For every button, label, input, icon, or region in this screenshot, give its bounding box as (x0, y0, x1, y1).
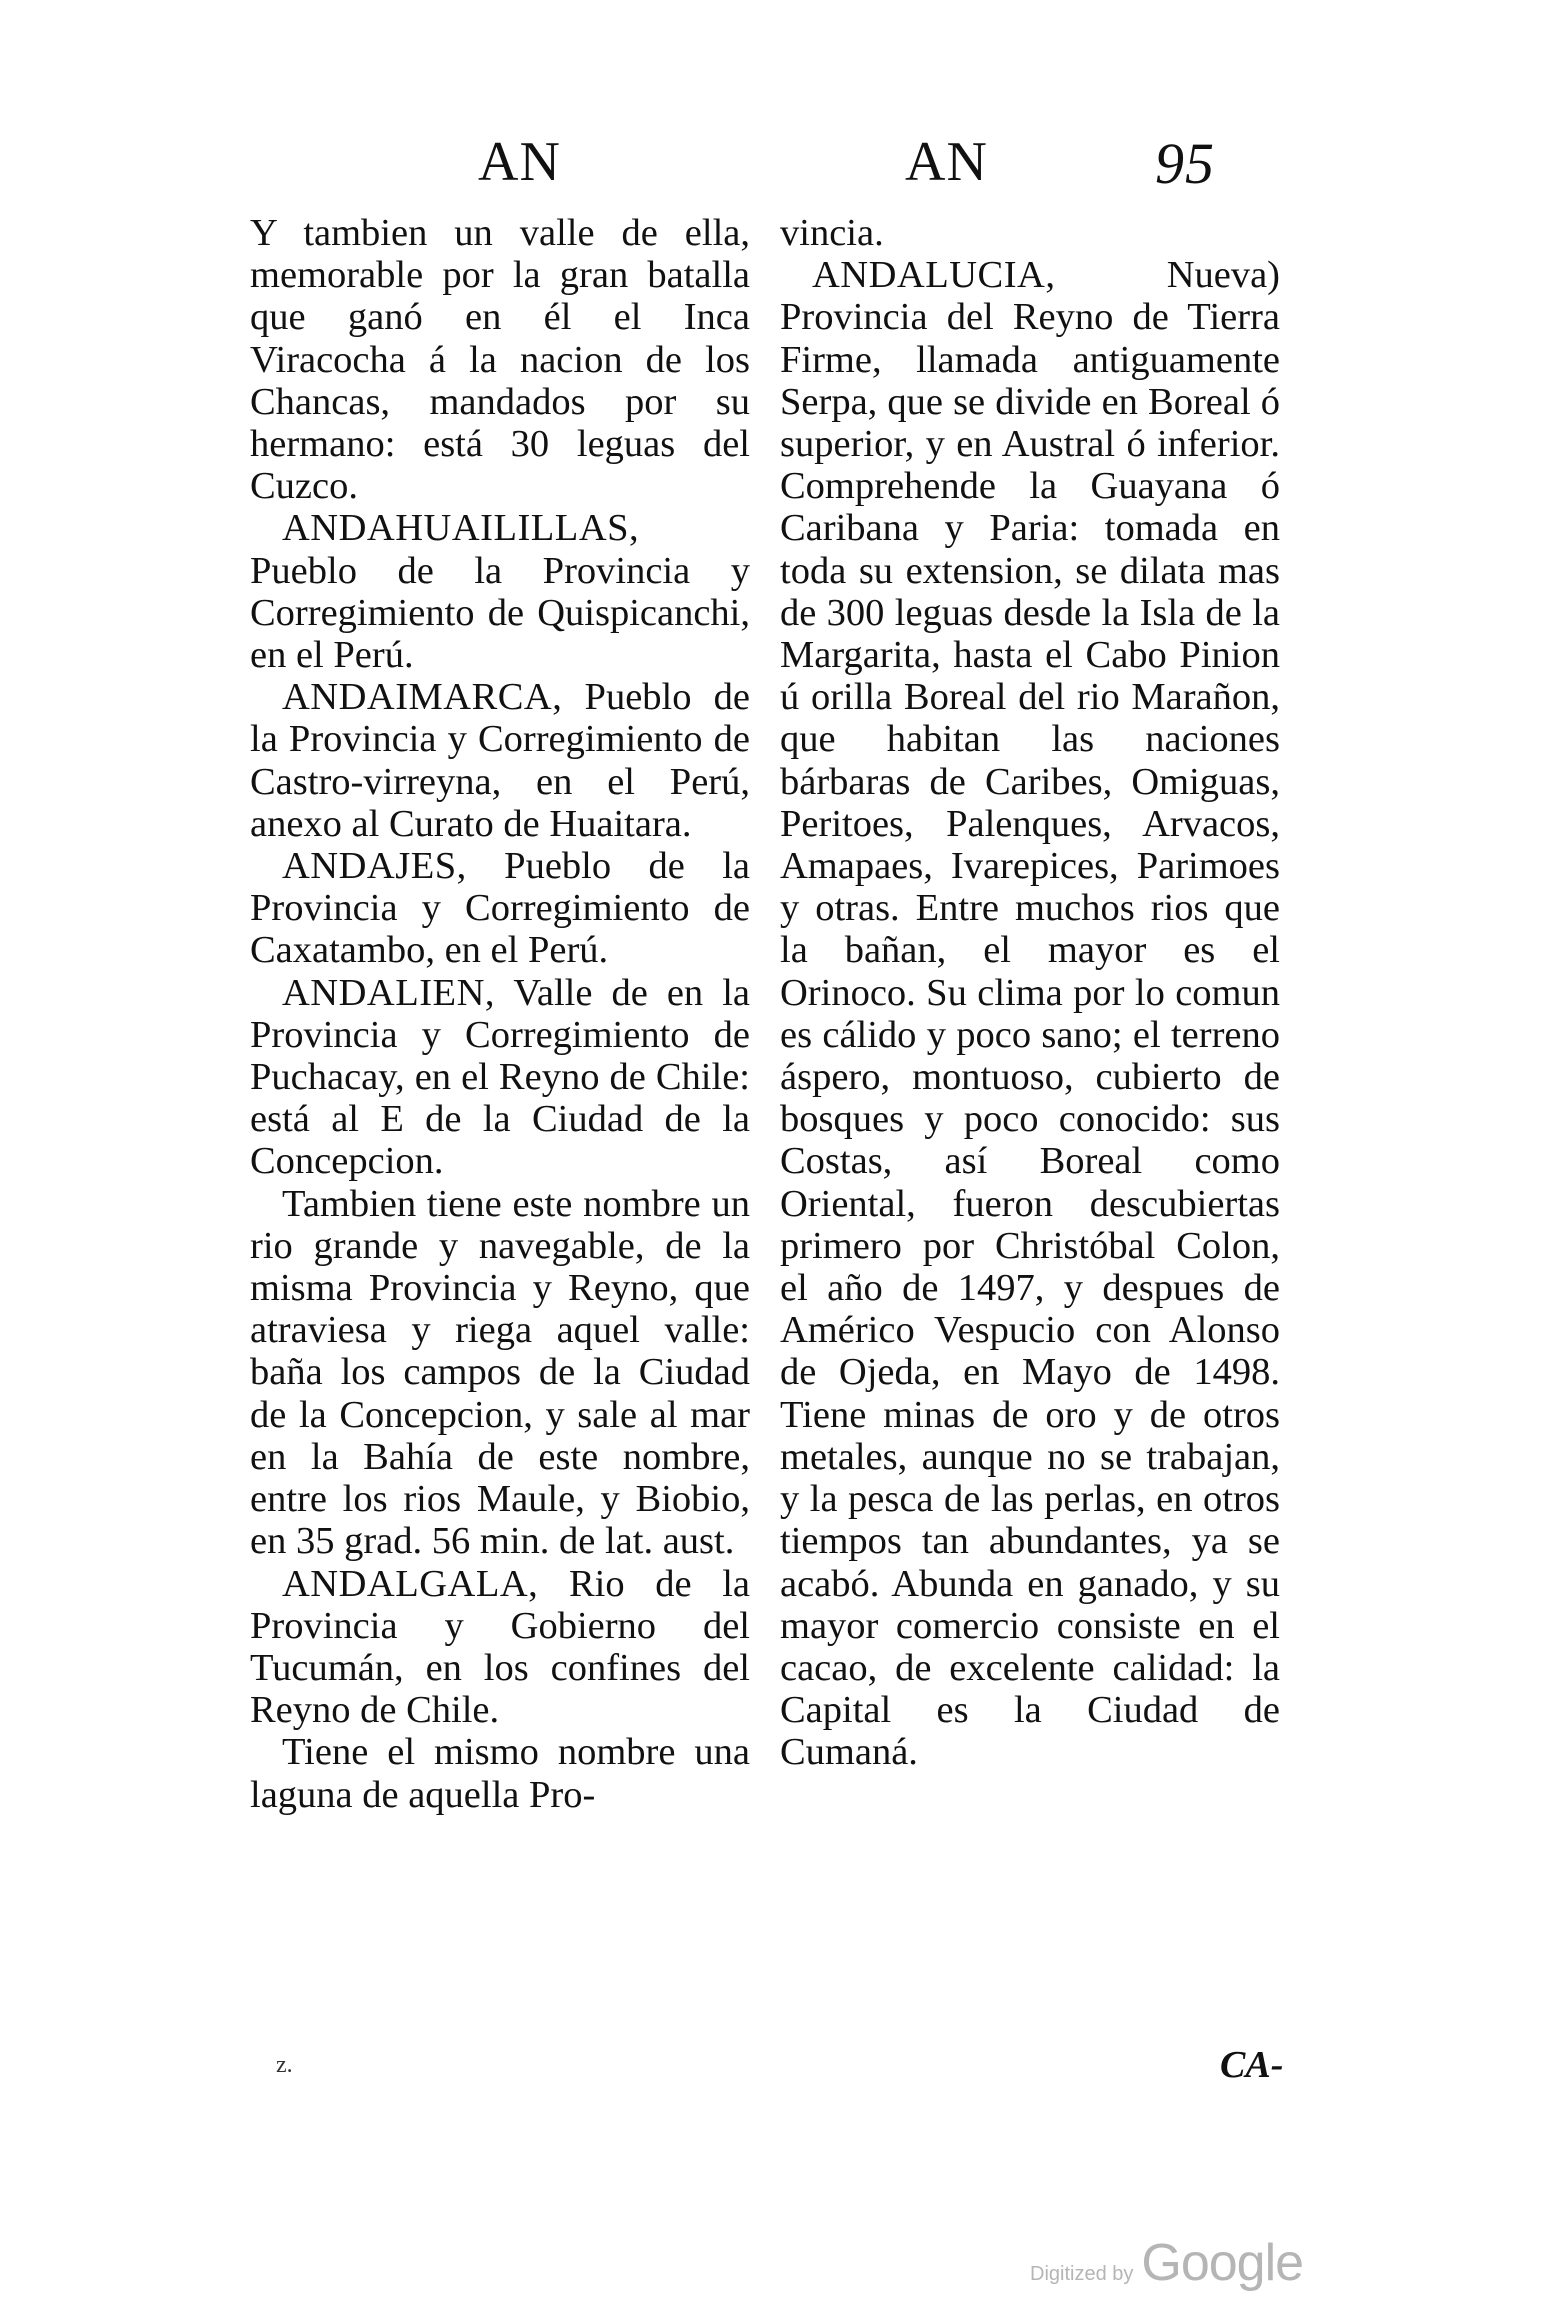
entry-text: Tambien tiene este nombre un rio grande y navegable, de la misma Provincia y Reyno, que atraviesa y riega aquel valle: baña los campos de la Ciudad de la Concepcion, y sale al mar en la Bahía de este nombre, entre los rios Maule, y Biobio, en 35 grad. 56 min. de lat. aust. (250, 1182, 750, 1563)
dictionary-entry (780, 254, 1280, 1773)
catchword: CA- (1220, 2044, 1284, 2086)
entry-headword: ANDAHUAILILLAS, (282, 507, 640, 550)
dictionary-entry (250, 507, 750, 676)
entry-text: vincia. (780, 212, 884, 254)
entry-text: Nueva) Provincia del Reyno de Tierra Firme, llamada antiguamente Serpa, que se divide en Boreal ó superior, y en Austral ó inferior. Comprehende la Guayana ó Caribana y Paria: tomada en toda su extension, se dilata mas de 300 leguas desde la Isla de la Margarita, hasta el Cabo Pinion ú orilla Boreal del rio Marañon, que habitan las naciones bárbaras de Caribes, Omiguas, Peritoes, Palenques, Arvacos, Amapaes, Ivarepices, Parimoes y otras. Entre muchos rios que la bañan, el mayor es el Orinoco. Su clima por lo comun es cálido y poco sano; el terreno áspero, montuoso, cubierto de bosques y poco conocido: sus Costas, así Boreal como Oriental, fueron descubiertas primero por Christóbal Colon, el año de 1497, y despues de Américo Vespucio con Alonso de Ojeda, en Mayo de 1498. Tiene minas de oro y de otros metales, aunque no se trabajan, y la pesca de las perlas, en otros tiempos tan abundantes, ya se acabó. Abunda en ganado, y su mayor comercio consiste en el cacao, de excelente calidad: la Capital es la Ciudad de Cumaná. (780, 254, 1280, 1774)
watermark-brand: Google (1141, 2234, 1304, 2292)
watermark-prefix: Digitized by (1030, 2263, 1134, 2285)
dictionary-entry (250, 845, 750, 972)
text-paragraph (780, 212, 1280, 254)
entry-text: Tiene el mismo nombre una laguna de aquella Pro- (250, 1731, 750, 1816)
text-paragraph (250, 1183, 750, 1563)
entry-text: Valle de en la Provincia y Corregimiento de Puchacay, en el Reyno de Chile: está al E de la Ciudad de la Concepcion. (250, 971, 750, 1183)
entry-text: Rio de la Provincia y Gobierno del Tucumán, en los confines del Reyno de Chile. (250, 1562, 750, 1732)
entry-headword: ANDAJES, (282, 845, 467, 888)
entry-text: Y tambien un valle de ella, memorable por la gran batalla que ganó en él el Inca Viracocha á la nacion de los Chancas, mandados por su hermano: está 30 leguas del Cuzco. (250, 212, 750, 508)
text-paragraph (250, 212, 750, 507)
entry-text: Pueblo de la Provincia y Corregimiento de Quispicanchi, en el Perú. (250, 549, 750, 677)
entry-headword: ANDALIEN, (282, 971, 495, 1014)
dictionary-entry (250, 676, 750, 845)
signature-mark: z. (276, 2052, 293, 2078)
dictionary-entry (250, 1563, 750, 1732)
right-text-column (780, 212, 1280, 1774)
digitized-watermark (1030, 2233, 1303, 2293)
entry-text: Pueblo de la Provincia y Corregimiento de Caxatambo, en el Perú. (250, 845, 750, 972)
dictionary-entry (250, 972, 750, 1183)
entry-text: Pueblo de la Provincia y Corregimiento de Castro-virreyna, en el Perú, anexo al Curato de Huaitara. (250, 676, 750, 845)
page-number: 95 (1155, 131, 1215, 196)
running-head-right: AN (905, 131, 988, 193)
running-head-left: AN (478, 131, 561, 193)
text-paragraph (250, 1731, 750, 1815)
left-text-column (250, 212, 750, 1816)
entry-headword: ANDALGALA, (282, 1562, 539, 1605)
entry-headword: ANDAIMARCA, (282, 676, 563, 719)
entry-headword: ANDALUCIA, (812, 254, 1056, 297)
